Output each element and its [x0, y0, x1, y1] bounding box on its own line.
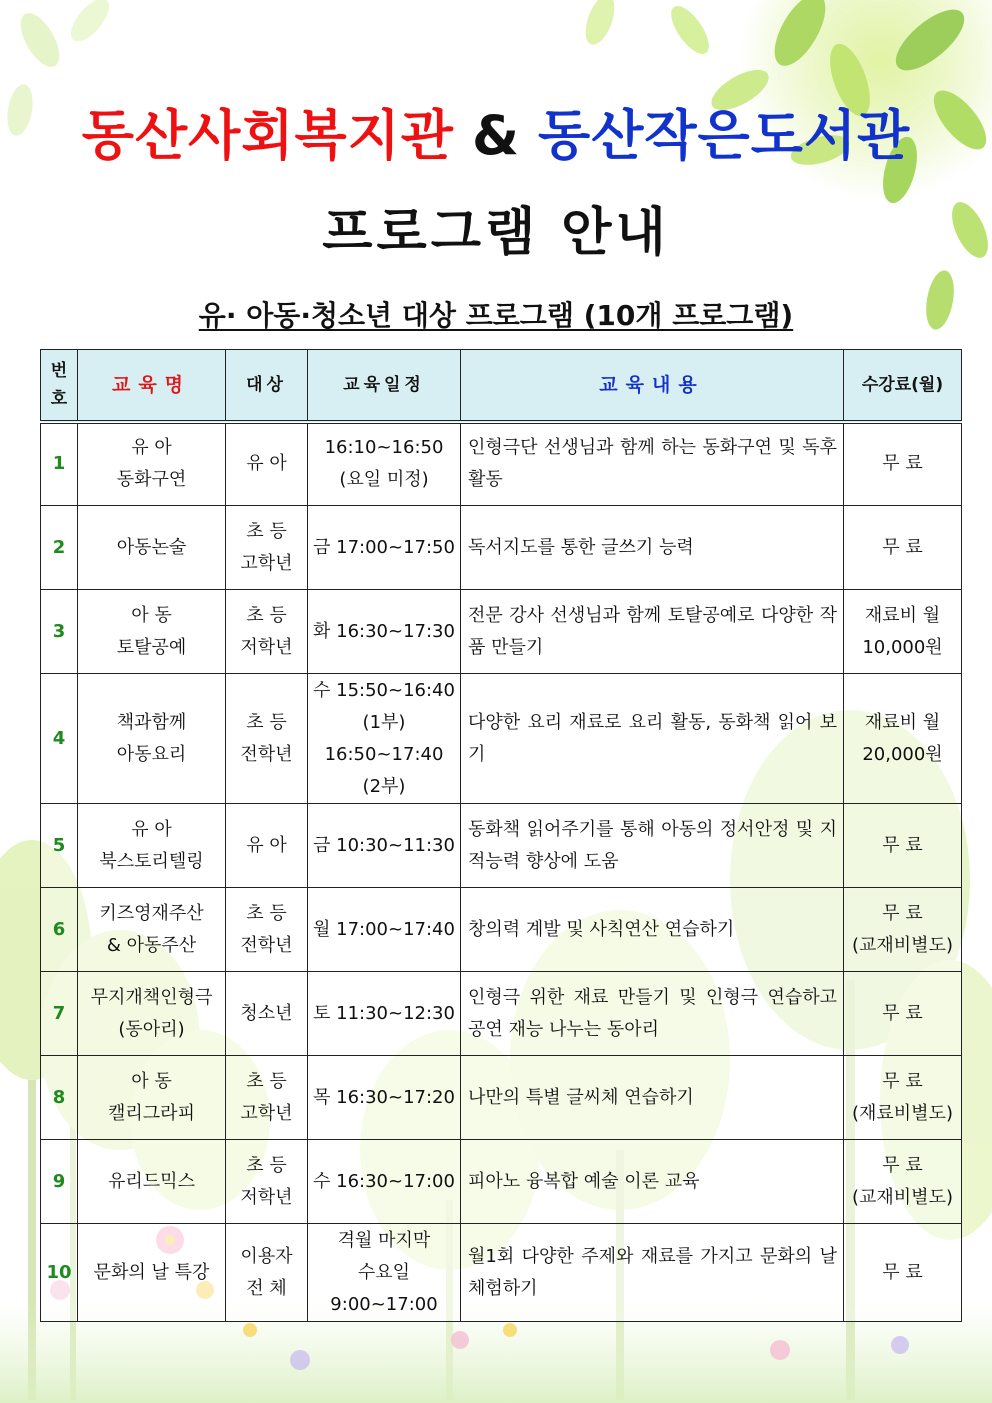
program-fee-line: 무 료 — [882, 536, 923, 558]
row-number: 7 — [41, 972, 78, 1056]
table-row — [41, 1224, 962, 1322]
program-target-line: 초 등 — [246, 1070, 287, 1092]
program-schedule-line: 수요일 — [357, 1261, 411, 1283]
table-row — [41, 422, 962, 506]
program-fee-line: 재료비 월 — [864, 711, 941, 733]
program-fee — [844, 1140, 962, 1224]
row-number: 3 — [41, 590, 78, 674]
program-schedule-line: 9:00~17:00 — [330, 1293, 438, 1315]
program-target-line: 전학년 — [240, 743, 293, 765]
program-schedule — [308, 972, 461, 1056]
section-subtitle — [0, 296, 992, 336]
title-ampersand: & — [471, 104, 521, 167]
program-fee — [844, 674, 962, 804]
program-fee-line: (교재비별도) — [852, 1186, 953, 1208]
program-content: 월1회 다양한 주제와 재료를 가지고 문화의 날 체험하기 — [461, 1224, 844, 1322]
program-schedule — [308, 506, 461, 590]
row-number: 8 — [41, 1056, 78, 1140]
program-target — [226, 1224, 308, 1322]
program-name — [78, 674, 226, 804]
program-fee — [844, 972, 962, 1056]
program-content: 창의력 계발 및 사칙연산 연습하기 — [461, 888, 844, 972]
program-content: 전문 강사 선생님과 함께 토탈공예로 다양한 작품 만들기 — [461, 590, 844, 674]
program-target-line: 초 등 — [246, 520, 287, 542]
program-fee-line: 무 료 — [882, 834, 923, 856]
program-name-line: 무지개책인형극 — [90, 986, 213, 1008]
program-fee — [844, 1056, 962, 1140]
program-name-line: 아 동 — [131, 1070, 172, 1092]
program-schedule-line: (2부) — [362, 775, 406, 797]
program-target-line: 저학년 — [240, 1186, 293, 1208]
program-name-line: (동아리) — [118, 1018, 185, 1040]
program-name-line: & 아동주산 — [106, 934, 197, 956]
program-name-line: 책과함께 — [116, 711, 187, 733]
program-target — [226, 590, 308, 674]
program-target — [226, 1140, 308, 1224]
program-target-line: 초 등 — [246, 1154, 287, 1176]
row-number: 10 — [41, 1224, 78, 1322]
program-fee-line: 재료비 월 — [864, 604, 941, 626]
program-target-line: 초 등 — [246, 604, 287, 626]
program-fee — [844, 1224, 962, 1322]
table-row — [41, 1140, 962, 1224]
program-schedule — [308, 1056, 461, 1140]
program-name-line: 동화구연 — [116, 469, 187, 491]
program-schedule-line: (1부) — [362, 711, 406, 733]
program-name-line: 문화의 날 특강 — [93, 1261, 210, 1283]
program-target-line: 고학년 — [240, 1102, 293, 1124]
program-name — [78, 590, 226, 674]
program-name — [78, 506, 226, 590]
program-name-line: 토탈공예 — [116, 636, 187, 658]
program-content: 동화책 읽어주기를 통해 아동의 정서안정 및 지적능력 향상에 도움 — [461, 804, 844, 888]
program-schedule — [308, 422, 461, 506]
table-row — [41, 972, 962, 1056]
program-name — [78, 422, 226, 506]
header-schedule: 교육일정 — [308, 350, 461, 422]
program-name — [78, 1140, 226, 1224]
library-name: 동산작은도서관 — [538, 104, 911, 167]
program-target — [226, 804, 308, 888]
program-content: 다양한 요리 재료로 요리 활동, 동화책 읽어 보기 — [461, 674, 844, 804]
program-content: 인형극 위한 재료 만들기 및 인형극 연습하고 공연 재능 나누는 동아리 — [461, 972, 844, 1056]
program-target-line: 전학년 — [240, 934, 293, 956]
program-name-line: 유 아 — [131, 437, 172, 459]
program-schedule-line: 금 10:30~11:30 — [313, 834, 455, 856]
program-fee-line: 무 료 — [882, 1154, 923, 1176]
program-name-line: 캘리그라피 — [108, 1102, 195, 1124]
program-name-line: 북스토리텔링 — [99, 850, 204, 872]
program-fee — [844, 804, 962, 888]
program-name — [78, 1224, 226, 1322]
page-title: 프로그램 안내 — [322, 203, 670, 263]
program-target-line: 전 체 — [246, 1277, 287, 1299]
table-row — [41, 506, 962, 590]
program-target-line: 유 아 — [246, 453, 287, 475]
program-fee — [844, 590, 962, 674]
program-target — [226, 674, 308, 804]
table-row — [41, 804, 962, 888]
program-name-line: 키즈영재주산 — [99, 902, 204, 924]
row-number: 2 — [41, 506, 78, 590]
program-fee-line: 무 료 — [882, 1261, 923, 1283]
header-content: 교육내용 — [461, 350, 844, 422]
program-content: 인형극단 선생님과 함께 하는 동화구연 및 독후활동 — [461, 422, 844, 506]
program-schedule-line: 16:10~16:50 — [324, 437, 444, 459]
program-content: 피아노 융복합 예술 이론 교육 — [461, 1140, 844, 1224]
program-schedule-line: 목 16:30~17:20 — [313, 1086, 455, 1108]
program-schedule — [308, 888, 461, 972]
header-number — [41, 350, 78, 422]
program-schedule-line: 화 16:30~17:30 — [313, 620, 455, 642]
program-fee — [844, 888, 962, 972]
program-target — [226, 972, 308, 1056]
program-schedule-line: 월 17:00~17:40 — [313, 918, 455, 940]
program-fee-line: 무 료 — [882, 1002, 923, 1024]
header-target: 대상 — [226, 350, 308, 422]
program-fee-line: 20,000원 — [862, 743, 943, 765]
program-schedule-line: (요일 미정) — [339, 469, 429, 491]
table-row — [41, 590, 962, 674]
header-number-line2: 호 — [50, 388, 68, 409]
program-target — [226, 422, 308, 506]
program-target-line: 초 등 — [246, 902, 287, 924]
table-row — [41, 674, 962, 804]
program-name-line: 유리드믹스 — [108, 1170, 195, 1192]
program-schedule — [308, 804, 461, 888]
program-name — [78, 1056, 226, 1140]
table-body — [41, 422, 962, 1322]
program-fee-line: (교재비별도) — [852, 934, 953, 956]
program-fee-line: 무 료 — [882, 1070, 923, 1092]
table-row — [41, 1056, 962, 1140]
program-fee — [844, 506, 962, 590]
program-schedule-line: 수 16:30~17:00 — [313, 1170, 455, 1192]
program-table — [40, 349, 962, 1322]
program-target-line: 고학년 — [240, 552, 293, 574]
program-target — [226, 506, 308, 590]
program-name — [78, 972, 226, 1056]
program-name-line: 아동요리 — [116, 743, 187, 765]
table-row — [41, 888, 962, 972]
program-target-line: 초 등 — [246, 711, 287, 733]
program-schedule-line: 16:50~17:40 — [324, 743, 444, 765]
program-name-line: 아동논술 — [116, 536, 187, 558]
program-fee-line: 무 료 — [882, 902, 923, 924]
program-schedule — [308, 674, 461, 804]
program-schedule — [308, 1140, 461, 1224]
program-fee-line: 무 료 — [882, 453, 923, 475]
program-fee-line: (재료비별도) — [852, 1102, 953, 1124]
program-schedule — [308, 1224, 461, 1322]
table-header-row — [41, 350, 962, 422]
program-schedule-line: 수 15:50~16:40 — [313, 679, 455, 701]
program-target-line: 이용자 — [240, 1245, 293, 1267]
program-schedule-line: 금 17:00~17:50 — [313, 536, 455, 558]
program-name-line: 유 아 — [131, 818, 172, 840]
program-fee-line: 10,000원 — [862, 636, 943, 658]
program-target — [226, 1056, 308, 1140]
program-content: 나만의 특별 글씨체 연습하기 — [461, 1056, 844, 1140]
program-target-line: 유 아 — [246, 834, 287, 856]
row-number: 4 — [41, 674, 78, 804]
program-schedule — [308, 590, 461, 674]
program-schedule-line: 격월 마지막 — [337, 1229, 431, 1251]
row-number: 6 — [41, 888, 78, 972]
program-name — [78, 888, 226, 972]
header-name: 교육명 — [78, 350, 226, 422]
program-schedule-line: 토 11:30~12:30 — [313, 1002, 455, 1024]
welfare-center-name: 동산사회복지관 — [81, 104, 454, 167]
header-fee: 수강료(월) — [844, 350, 962, 422]
program-target — [226, 888, 308, 972]
row-number: 9 — [41, 1140, 78, 1224]
row-number: 5 — [41, 804, 78, 888]
program-name — [78, 804, 226, 888]
program-target-line: 청소년 — [240, 1002, 293, 1024]
row-number: 1 — [41, 422, 78, 506]
program-fee — [844, 422, 962, 506]
program-name-line: 아 동 — [131, 604, 172, 626]
program-content: 독서지도를 통한 글쓰기 능력 — [461, 506, 844, 590]
header-number-line1: 번 — [50, 360, 68, 381]
program-target-line: 저학년 — [240, 636, 293, 658]
main-title — [0, 100, 992, 172]
subtitle-text: 유· 아동·청소년 대상 프로그램 (10개 프로그램) — [198, 299, 794, 332]
